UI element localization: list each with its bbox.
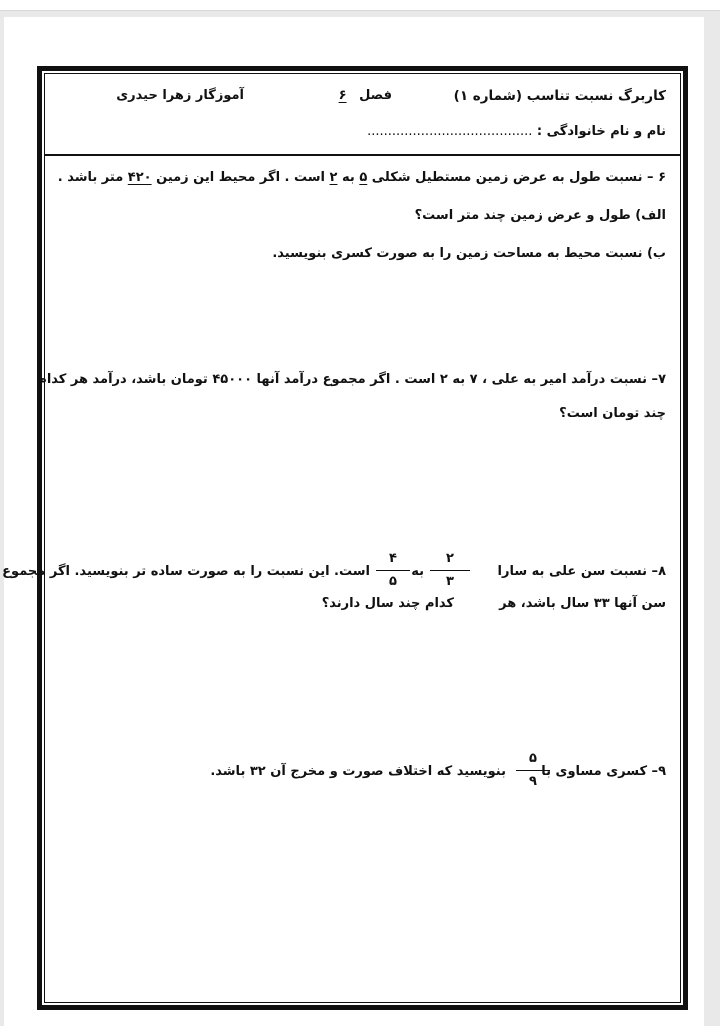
previous-page-edge [0,0,720,11]
question-6-part-a: الف) طول و عرض زمین چند متر است؟ [414,208,666,223]
q8-frac1-denominator: ۳ [446,574,454,589]
fraction-bar [516,770,550,771]
page-border [2,66,688,1010]
chapter-label [339,88,392,103]
question-9-text-a: ۹– کسری مساوی با [541,764,666,779]
student-name-label: نام و نام خانوادگی : [532,124,666,139]
question-7-line1: ۷– نسبت درآمد امیر به علی ، ۷ به ۲ است . اگر مجموع درآمد آنها ۴۵۰۰۰ تومان باشد، درآمد هر کدام [37,372,666,387]
question-7-line2: چند تومان است؟ [559,406,666,421]
q6-ratio-width: ۲ [329,170,338,185]
q6-text-a: ۶ – نسبت طول به عرض زمین مستطیل شکلی [367,170,666,185]
page-border-inner [2,73,681,1003]
worksheet-page [4,17,704,1026]
question-8-text-c: است. این نسبت را به صورت ساده تر بنویسید. اگر مجموع [2,564,370,579]
q8-frac2-numerator: ۴ [389,551,397,566]
q6-text-c: است . اگر محیط این زمین [151,170,330,185]
student-name-field[interactable] [367,124,666,139]
question-9-text-b: بنویسید که اختلاف صورت و مخرج آن ۳۲ باشد. [210,764,506,779]
fraction-bar [430,570,470,571]
q8-fraction-2-3 [430,550,470,591]
q6-text-b: به [337,170,360,185]
question-8-text-e: کدام چند سال دارند؟ [321,596,454,611]
q9-fraction-5-9 [516,750,550,791]
question-8-text-a: ۸– نسبت سن علی به سارا [497,564,666,579]
fraction-bar [376,570,410,571]
student-name-blank[interactable]: ........................................ [367,124,533,139]
teacher-name: آموزگار زهرا حیدری [116,88,244,103]
q8-frac1-numerator: ۲ [446,551,454,566]
question-6-part-b: ب) نسبت محیط به مساحت زمین را به صورت کسری بنویسید. [272,246,666,261]
question-8-text-b: به [411,564,424,579]
q9-numerator: ۵ [529,751,537,766]
question-6-line1 [58,170,666,185]
q6-text-d: متر باشد . [57,170,128,185]
worksheet-header [45,74,680,156]
q9-denominator: ۹ [529,774,537,789]
worksheet-title: کاربرگ نسبت تناسب (شماره ۱) [453,88,666,104]
q8-fraction-4-5 [376,550,410,591]
q8-frac2-denominator: ۵ [389,574,397,589]
chapter-number: ۶ [338,88,347,103]
question-8-text-d: سن آنها ۳۳ سال باشد، هر [499,596,666,611]
chapter-label-text: فصل [359,88,392,103]
q6-ratio-length: ۵ [359,170,368,185]
q6-perimeter: ۴۲۰ [127,170,152,185]
